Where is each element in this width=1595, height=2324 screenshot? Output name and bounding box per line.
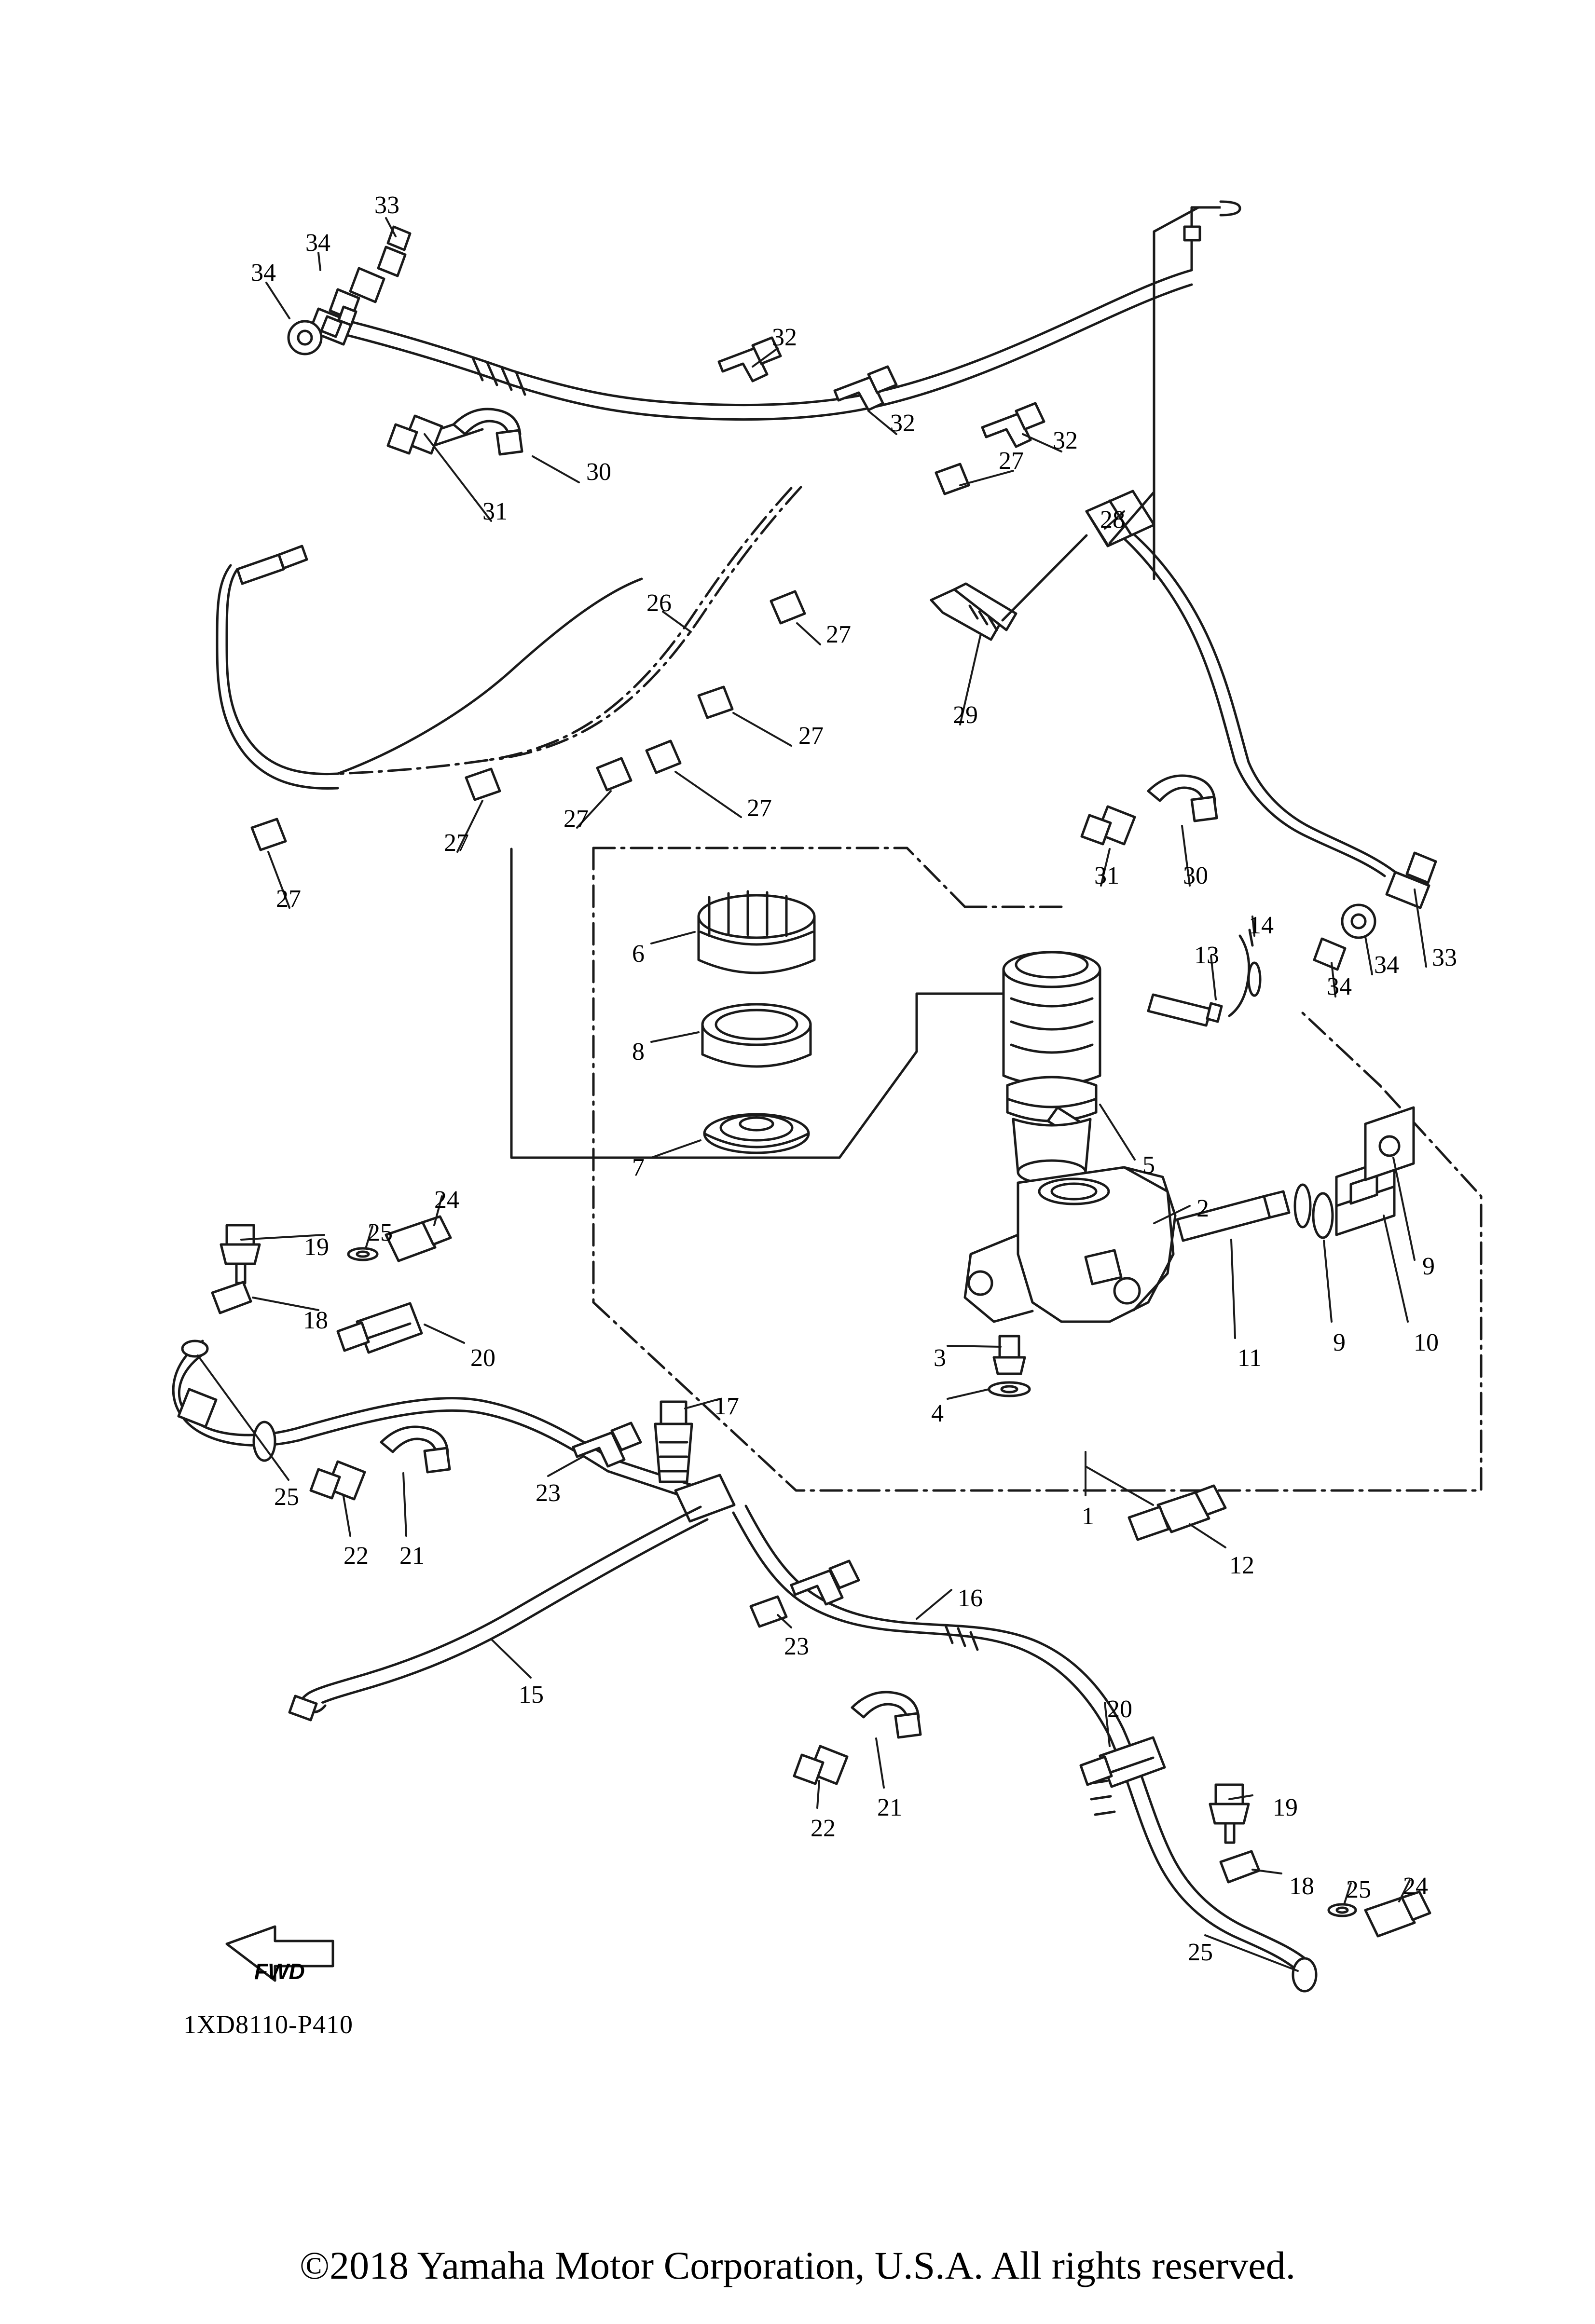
callout-number-34: 34	[1374, 951, 1399, 979]
callout-number-12: 12	[1229, 1552, 1254, 1579]
fwd-direction-label: FWD	[254, 1959, 305, 1984]
callout-number-27: 27	[444, 829, 469, 857]
callout-number-19: 19	[304, 1233, 329, 1261]
callout-number-34: 34	[1327, 973, 1352, 1000]
callout-number-6: 6	[632, 940, 645, 968]
callout-number-33: 33	[1432, 944, 1457, 971]
callout-number-11: 11	[1238, 1344, 1262, 1372]
callout-number-1: 1	[1082, 1503, 1094, 1530]
callout-number-9: 9	[1422, 1253, 1435, 1280]
callout-number-27: 27	[747, 794, 772, 822]
callout-number-32: 32	[890, 410, 915, 437]
callout-number-27: 27	[826, 621, 851, 648]
callout-number-22: 22	[344, 1542, 369, 1570]
callout-number-30: 30	[586, 458, 611, 486]
callout-number-23: 23	[784, 1633, 809, 1660]
copyright-notice: ©2018 Yamaha Motor Corporation, U.S.A. All rights reserved.	[299, 2243, 1296, 2287]
callout-number-24: 24	[1403, 1873, 1428, 1900]
callout-number-3: 3	[934, 1344, 946, 1372]
callout-number-27: 27	[798, 722, 824, 750]
callout-number-32: 32	[772, 324, 797, 351]
callout-number-27: 27	[999, 447, 1024, 475]
callout-number-29: 29	[953, 701, 978, 729]
callout-number-20: 20	[1107, 1695, 1132, 1723]
callout-number-18: 18	[303, 1307, 328, 1334]
callout-number-28: 28	[1100, 506, 1125, 533]
callout-number-20: 20	[470, 1344, 495, 1372]
callout-number-27: 27	[276, 885, 301, 913]
callout-number-21: 21	[877, 1794, 902, 1821]
callout-number-23: 23	[536, 1479, 561, 1507]
callout-number-15: 15	[519, 1681, 544, 1709]
diagram-code-label: 1XD8110-P410	[183, 2010, 354, 2039]
callout-number-34: 34	[305, 229, 330, 257]
callout-number-22: 22	[811, 1815, 836, 1842]
callout-number-32: 32	[1053, 427, 1078, 454]
callout-number-14: 14	[1249, 912, 1274, 939]
callout-number-4: 4	[931, 1400, 944, 1427]
callout-number-34: 34	[251, 259, 276, 287]
callout-number-21: 21	[399, 1542, 425, 1570]
callout-number-25: 25	[274, 1483, 299, 1511]
callout-number-5: 5	[1142, 1151, 1155, 1179]
callout-number-31: 31	[482, 498, 508, 525]
callout-number-25: 25	[368, 1219, 393, 1246]
callout-number-31: 31	[1094, 862, 1119, 889]
callout-number-2: 2	[1196, 1195, 1209, 1222]
callout-number-7: 7	[632, 1154, 645, 1181]
callout-number-25: 25	[1188, 1939, 1213, 1966]
callout-number-9: 9	[1333, 1329, 1346, 1356]
callout-number-10: 10	[1414, 1329, 1439, 1356]
callout-number-26: 26	[646, 589, 672, 617]
callout-number-16: 16	[958, 1585, 983, 1612]
callout-number-13: 13	[1194, 942, 1219, 969]
callout-number-30: 30	[1183, 862, 1208, 889]
callout-number-27: 27	[564, 805, 589, 833]
callout-number-19: 19	[1273, 1794, 1298, 1821]
callout-number-33: 33	[374, 191, 399, 219]
callout-number-18: 18	[1289, 1873, 1314, 1900]
callout-number-8: 8	[632, 1038, 645, 1066]
callout-number-25: 25	[1346, 1876, 1371, 1903]
callout-number-17: 17	[714, 1393, 739, 1420]
callout-number-24: 24	[434, 1186, 459, 1214]
